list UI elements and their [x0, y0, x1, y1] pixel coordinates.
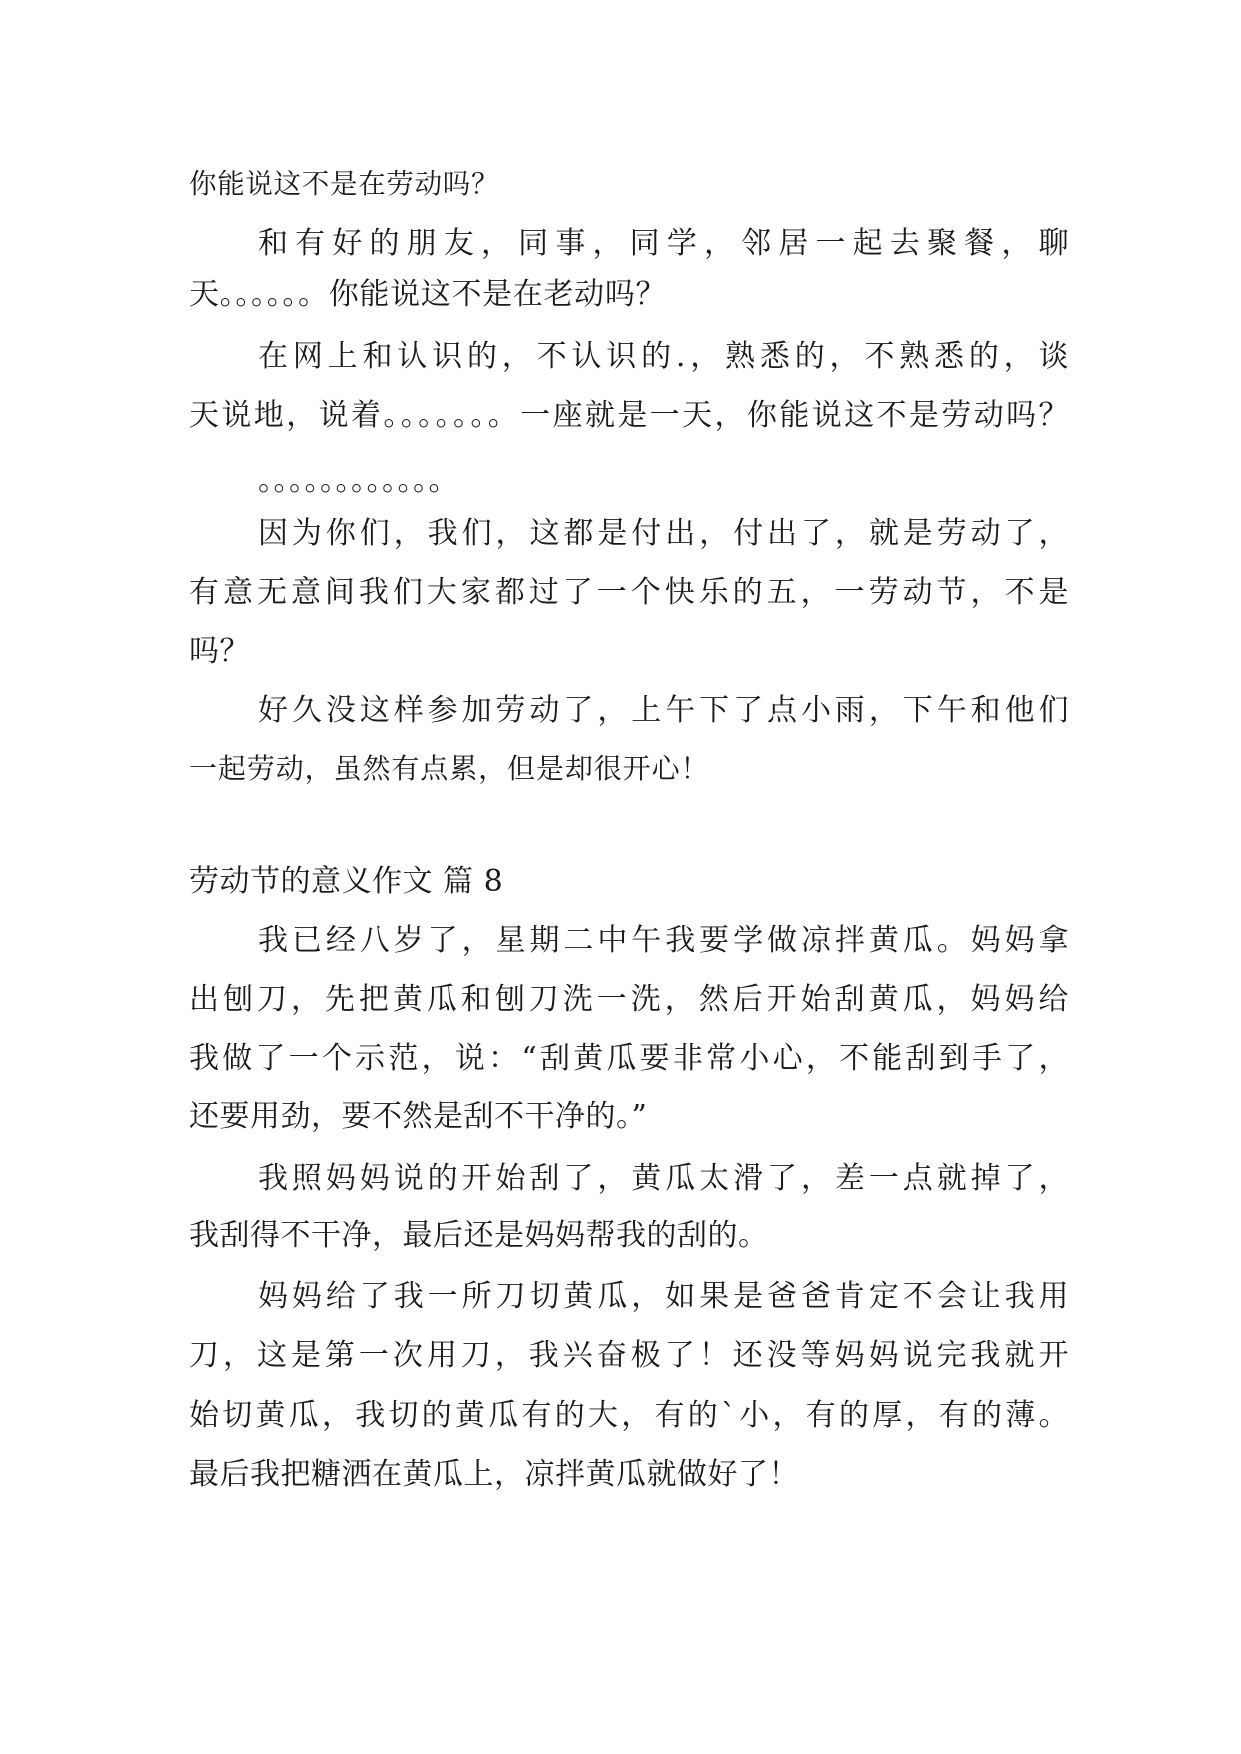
text-line: 因为你们，我们，这都是付出，付出了，就是劳动了， — [258, 516, 1069, 551]
text-line: 有意无意间我们大家都过了一个快乐的五，一劳动节，不是 — [189, 575, 1069, 610]
text-line: 妈妈给了我一所刀切黄瓜，如果是爸爸肯定不会让我用 — [258, 1279, 1069, 1314]
section-heading: 劳动节的意义作文 篇 8 — [189, 864, 504, 899]
text-line: 最后我把糖洒在黄瓜上，凉拌黄瓜就做好了！ — [189, 1457, 799, 1492]
text-line: 天。。。。。。你能说这不是在老动吗？ — [189, 277, 666, 312]
text-line: 还要用劲，要不然是刮不干净的。” — [189, 1099, 648, 1134]
text-line: 我已经八岁了，星期二中午我要学做凉拌黄瓜。妈妈拿 — [258, 923, 1069, 958]
text-line: 吗？ — [189, 634, 250, 669]
text-line: 始切黄瓜，我切的黄瓜有的大，有的`小，有的厚，有的薄。 — [189, 1398, 1069, 1433]
text-line: 一起劳动，虽然有点累，但是却很开心！ — [189, 752, 709, 785]
text-line: 在网上和认识的，不认识的.，熟悉的，不熟悉的，谈 — [258, 339, 1069, 374]
text-line: 好久没这样参加劳动了，上午下了点小雨，下午和他们 — [258, 693, 1069, 728]
text-line: 我照妈妈说的开始刮了，黄瓜太滑了，差一点就掉了， — [258, 1161, 1069, 1196]
text-line: 出刨刀，先把黄瓜和刨刀洗一洗，然后开始刮黄瓜，妈妈给 — [189, 982, 1069, 1017]
text-line: 你能说这不是在劳动吗？ — [189, 168, 499, 200]
text-line: 。。。。。。。。。。。。 — [258, 463, 459, 498]
text-line: 我做了一个示范，说：“刮黄瓜要非常小心，不能刮到手了， — [189, 1041, 1069, 1076]
text-line: 刀，这是第一次用刀，我兴奋极了！还没等妈妈说完我就开 — [189, 1338, 1069, 1373]
text-line: 我刮得不干净，最后还是妈妈帮我的刮的。 — [189, 1218, 769, 1253]
text-line: 和有好的朋友，同事，同学，邻居一起去聚餐，聊 — [258, 226, 1069, 261]
text-line: 天说地，说着。。。。。。。一座就是一天，你能说这不是劳动吗？ — [189, 398, 1069, 433]
